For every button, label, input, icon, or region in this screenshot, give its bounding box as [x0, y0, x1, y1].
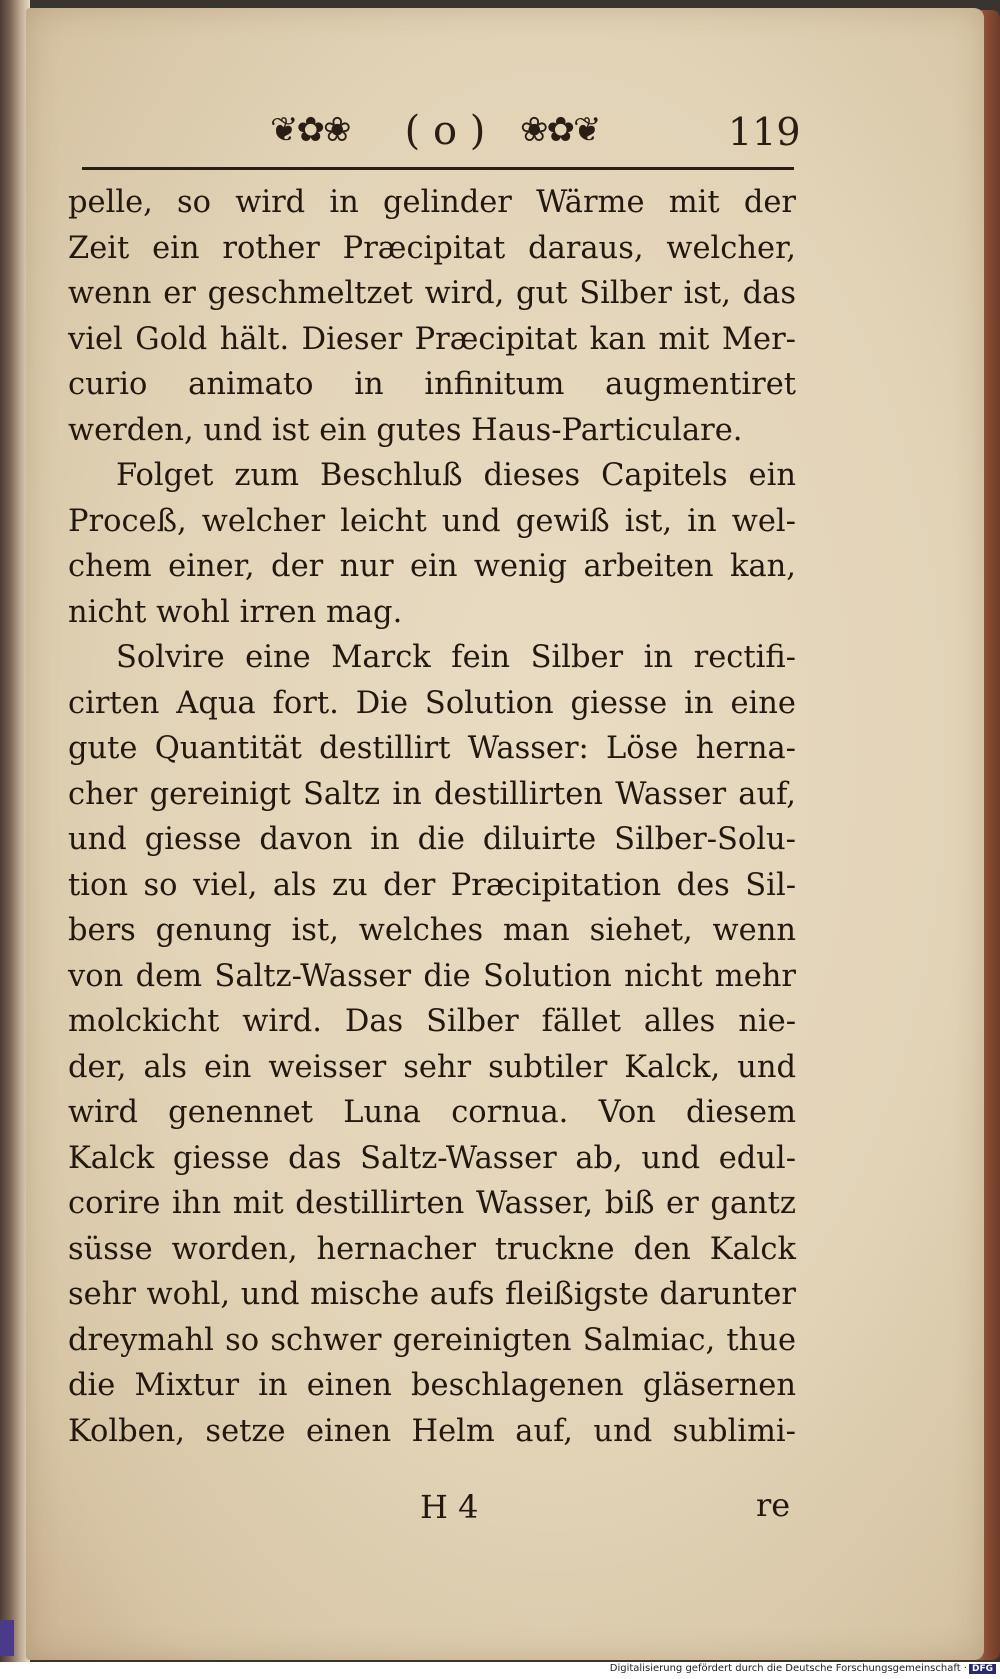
text-line: chem einer, der nur ein wenig arbeiten kan,: [68, 549, 796, 584]
dfg-logo: DFG: [969, 1664, 996, 1674]
catchword: re: [756, 1486, 791, 1524]
text-line: Kalck giesse das Saltz-Wasser ab, und edul-: [68, 1140, 796, 1176]
text-line: süsse worden, hernacher truckne den Kalck: [68, 1231, 796, 1267]
text-line: molckicht wird. Das Silber fället alles nie-: [68, 1004, 796, 1039]
text-line: werden, und ist ein gutes Haus-Particulare.: [68, 412, 743, 448]
text-line: viel Gold hält. Dieser Præcipitat kan mit Mer-: [68, 321, 796, 357]
text-line: nicht wohl irren mag.: [68, 594, 403, 630]
text-line: Proceß, welcher leicht und gewiß ist, in wel-: [68, 503, 796, 539]
text-line: wird genennet Luna cornua. Von diesem: [68, 1095, 796, 1130]
text-line: sehr wohl, und mische aufs fleißigste darunter: [68, 1277, 796, 1312]
bookmark-ribbon: [0, 1620, 14, 1656]
credit-line: [610, 1663, 996, 1674]
text-line: die Mixtur in einen beschlagenen gläsernen: [68, 1368, 796, 1403]
text-line: curio animato in infinitum augmentiret: [68, 367, 796, 402]
text-line: pelle, so wird in gelinder Wärme mit der: [68, 185, 796, 220]
page-number: 119: [728, 110, 801, 154]
text-line: tion so viel, als zu der Præcipitation des Sil-: [68, 867, 796, 903]
text-line: wenn er geschmeltzet wird, gut Silber ist, das: [68, 276, 796, 311]
left-ornament-icon: ❦✿❀: [270, 110, 350, 150]
credit-text: Digitalisierung gefördert durch die Deutsche Forschungsgemeinschaft ·: [609, 1663, 967, 1674]
text-line: Kolben, setze einen Helm auf, und sublimi-: [68, 1413, 796, 1449]
body-text: [68, 180, 796, 1454]
right-ornament-icon: ❀✿❦: [520, 110, 600, 150]
text-line: von dem Saltz-Wasser die Solution nicht mehr: [68, 958, 796, 994]
text-line: Folget zum Beschluß dieses Capitels ein: [116, 458, 796, 493]
text-line: Solvire eine Marck fein Silber in rectifi-: [116, 640, 796, 675]
text-line: corire ihn mit destillirten Wasser, biß er gantz: [68, 1186, 796, 1221]
text-line: und giesse davon in die diluirte Silber-Solu-: [68, 822, 796, 857]
text-line: cirten Aqua fort. Die Solution giesse in eine: [68, 685, 796, 721]
header-rule: [82, 167, 794, 170]
text-line: der, als ein weisser sehr subtiler Kalck, und: [68, 1049, 796, 1085]
text-line: gute Quantität destillirt Wasser: Löse herna-: [68, 731, 796, 766]
running-header: [80, 108, 800, 168]
text-line: dreymahl so schwer gereinigten Salmiac, thue: [68, 1322, 796, 1358]
text-line: cher gereinigt Saltz in destillirten Wasser auf,: [68, 776, 796, 812]
text-line: bers genung ist, welches man siehet, wenn: [68, 913, 796, 948]
signature-mark: H 4: [420, 1488, 479, 1526]
header-title: ( o ): [404, 108, 486, 154]
text-line: Zeit ein rother Præcipitat daraus, welcher,: [68, 230, 796, 266]
